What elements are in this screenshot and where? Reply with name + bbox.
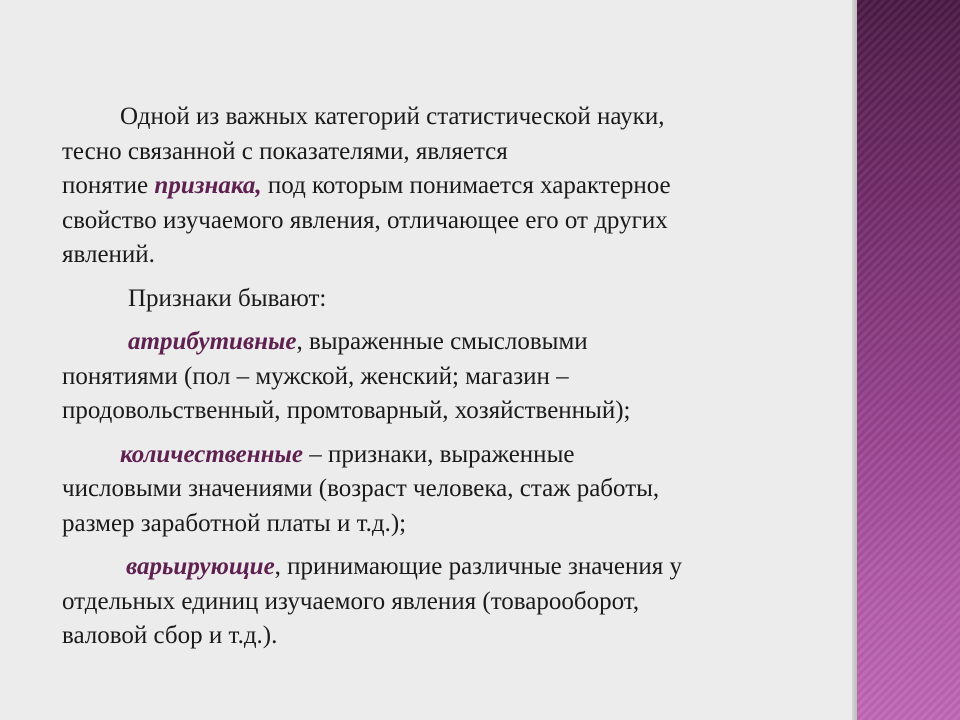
intro-text-2: тесно связанной с показателями, является — [62, 137, 508, 165]
term-attributive: атрибутивные — [128, 328, 297, 355]
attributive-line-1 — [62, 325, 852, 360]
varying-text-3: валовой сбор и т.д.). — [62, 622, 278, 649]
intro-text-4: свойство изучаемого явления, отличающее его от других — [62, 206, 668, 234]
intro-text-3-post: под которым понимается характерное — [261, 172, 671, 199]
attributive-text-3: продовольственный, промтоварный, хозяйственный); — [62, 397, 631, 424]
quantitative-line-3 — [62, 507, 852, 542]
intro-text-1: Одной из важных категорий статистической науки, — [120, 103, 665, 130]
attributive-text-1: , выраженные смысловыми — [296, 328, 588, 355]
intro-line-5 — [62, 238, 852, 273]
intro-line-3 — [62, 169, 852, 204]
intro-line-1 — [62, 100, 852, 135]
quantitative-text-2: числовыми значениями (возраст человека, стаж работы, — [62, 475, 660, 502]
intro-line-4 — [62, 204, 852, 239]
quantitative-line-2 — [62, 472, 852, 507]
decorative-side-band — [857, 0, 960, 720]
varying-line-3 — [62, 619, 852, 654]
varying-line-1 — [62, 550, 852, 585]
varying-text-2: отдельных единиц изучаемого явления (товарооборот, — [62, 587, 640, 615]
intro-line-2 — [62, 135, 852, 170]
term-priznak: признака, — [154, 172, 262, 199]
slide-text-body — [62, 100, 852, 654]
intro-text-5: явлений. — [62, 241, 155, 268]
spacer — [62, 541, 852, 550]
attributive-line-2 — [62, 360, 852, 395]
term-varying: варьирующие — [126, 553, 275, 580]
varying-line-2 — [62, 585, 852, 620]
attributive-line-3 — [62, 394, 852, 429]
spacer — [62, 316, 852, 325]
types-heading-text: Признаки бывают: — [128, 284, 327, 312]
quantitative-text-3: размер заработной платы и т.д.); — [62, 509, 407, 537]
varying-text-1: , принимающие различные значения у — [274, 553, 683, 580]
spacer — [62, 273, 852, 282]
term-quantitative: количественные — [120, 440, 303, 468]
types-heading — [62, 282, 852, 317]
attributive-text-2: понятиями (пол – мужской, женский; магазин – — [62, 362, 569, 390]
intro-text-3-pre: понятие — [62, 172, 155, 199]
quantitative-line-1 — [62, 438, 852, 473]
spacer — [62, 429, 852, 438]
quantitative-text-1: – признаки, выраженные — [302, 440, 575, 468]
